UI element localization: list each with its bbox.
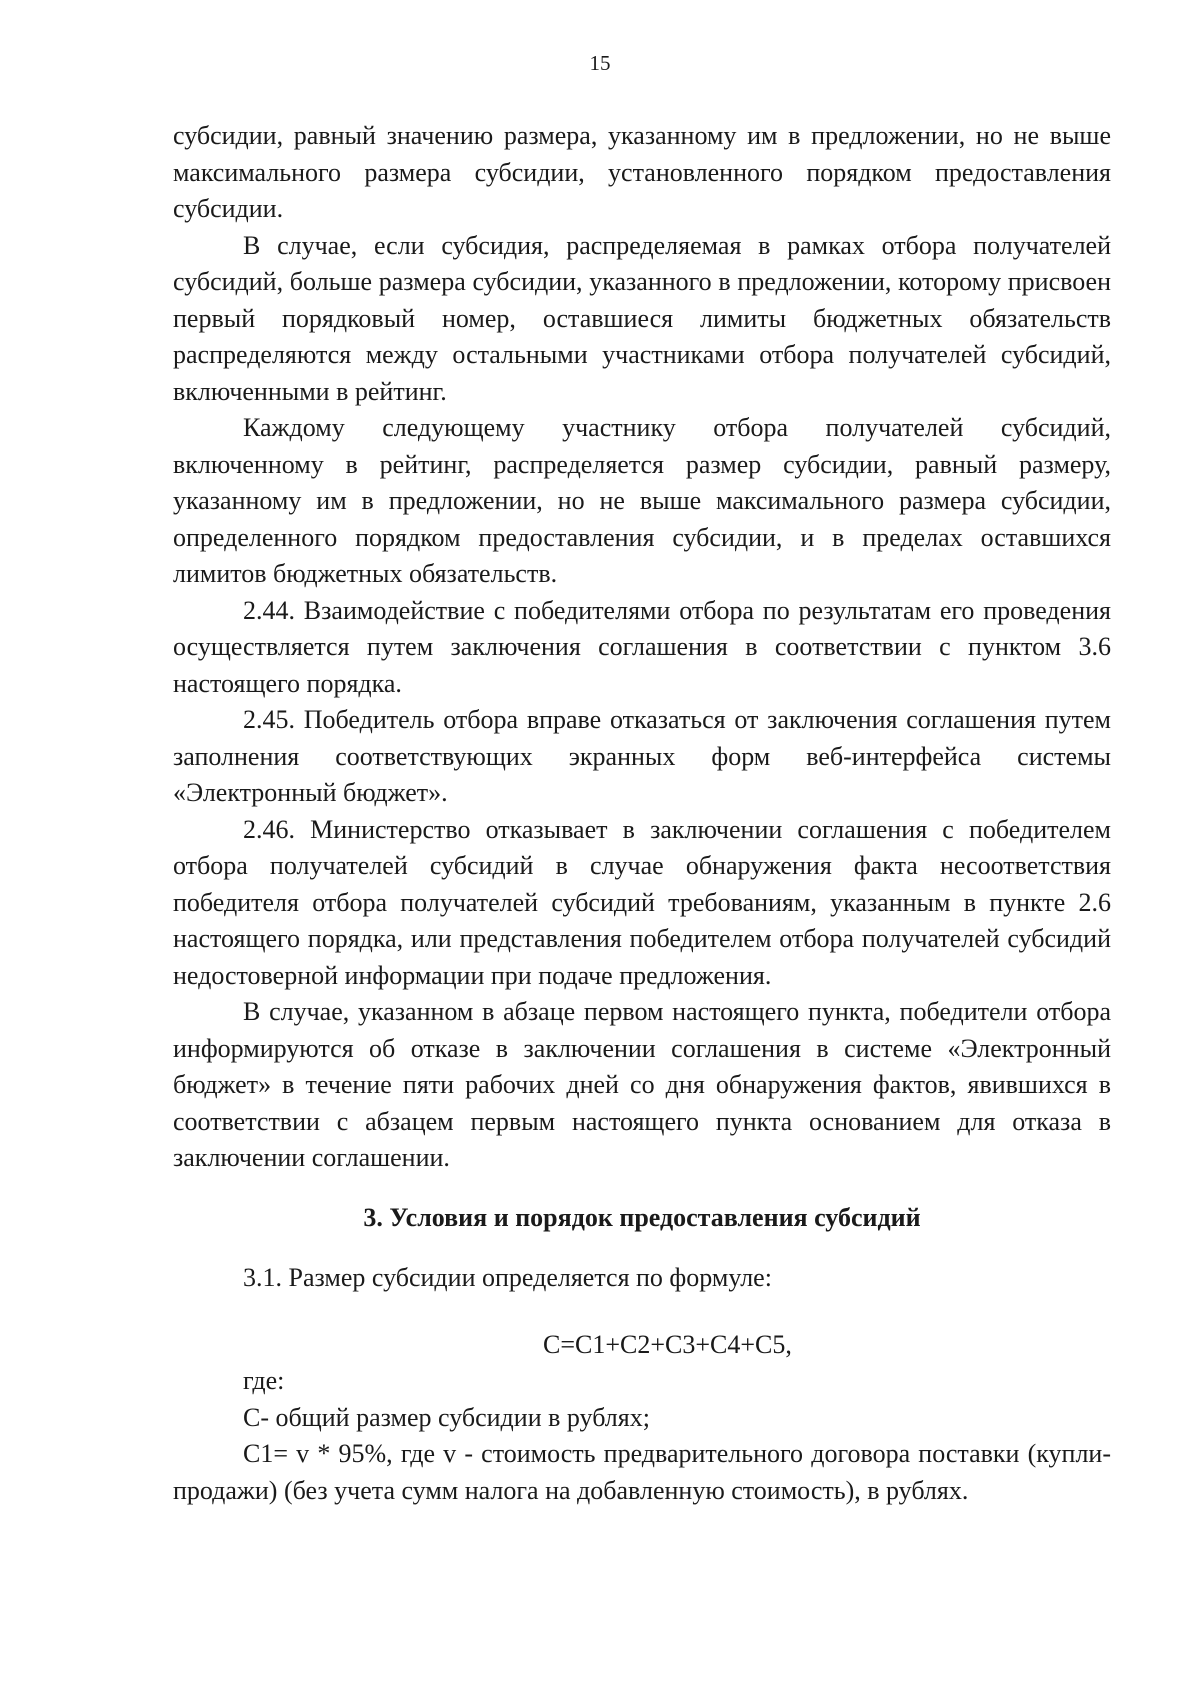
definition-c: С- общий размер субсидии в рублях; — [243, 1402, 650, 1432]
paragraph-clause-3-1: 3.1. Размер субсидии определяется по формуле: — [243, 1263, 772, 1292]
paragraph-clause-2-44: 2.44. Взаимодействие с победителями отбора по результатам его проведения осуществляется путем заключения соглашения в соответствии с пунктом 3.6 настоящего порядка. — [173, 595, 1111, 698]
paragraph-continuation: субсидии, равный значению размера, указанному им в предложении, но не выше максимального размера субсидии, установленного порядком предоставления субсидии. — [173, 121, 1111, 223]
subsidy-formula: С=С1+С2+С3+С4+С5, — [543, 1329, 792, 1359]
paragraph-remaining-limits: В случае, если субсидия, распределяемая в рамках отбора получателей субсидий, больше размера субсидии, указанного в предложении, которому присвоен первый порядковый номер, оставшиеся лимиты бюджетных обязательств распределяются между остальными участниками отбора получателей субсидий, включенными в рейтинг. — [173, 230, 1111, 406]
paragraph-clause-2-45: 2.45. Победитель отбора вправе отказаться от заключения соглашения путем заполнения соответствующих экранных форм веб-интерфейса системы «Электронный бюджет». — [173, 705, 1111, 807]
paragraph-next-participant: Каждому следующему участнику отбора получателей субсидий, включенному в рейтинг, распределяется размер субсидии, равный размеру, указанному им в предложении, но не выше максимального размера субсидии, определенного порядком предоставления субсидии, и в пределах оставшихся лимитов бюджетных обязательств. — [173, 413, 1111, 588]
document-body — [173, 118, 1111, 1509]
where-label: где: — [243, 1366, 285, 1395]
page-number: 15 — [589, 51, 611, 75]
paragraph-clause-2-46: 2.46. Министерство отказывает в заключении соглашения с победителем отбора получателей субсидий в случае обнаружения факта несоответствия победителя отбора получателей субсидий требованиям, указанным в пункте 2.6 настоящего порядка, или представления победителем отбора получателей субсидий недостоверной информации при подаче предложения. — [173, 814, 1111, 990]
definition-c1: С1= v * 95%, где v - стоимость предварительного договора поставки (купли-продажи) (без учета сумм налога на добавленную стоимость), в рублях. — [173, 1439, 1111, 1505]
section-heading: 3. Условия и порядок предоставления субсидий — [363, 1202, 921, 1232]
paragraph-refusal-notice: В случае, указанном в абзаце первом настоящего пункта, победители отбора информируются об отказе в заключении соглашения в системе «Электронный бюджет» в течение пяти рабочих дней со дня обнаружения фактов, явившихся в соответствии с абзацем первым настоящего пункта основанием для отказа в заключении соглашении. — [173, 997, 1111, 1172]
